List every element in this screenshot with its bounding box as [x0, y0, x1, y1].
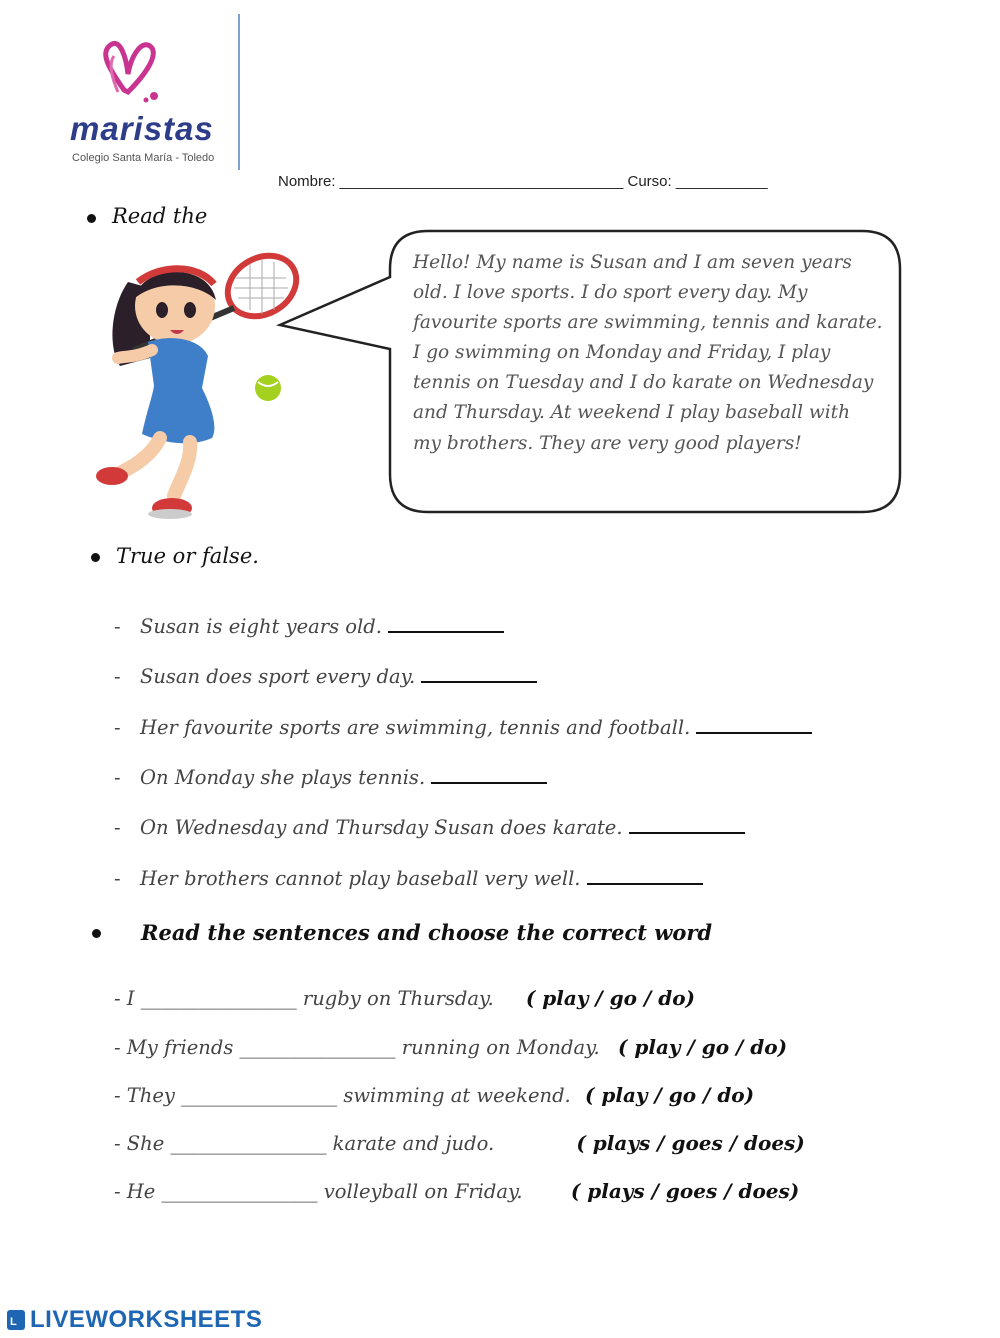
fill-blank[interactable]: ________________ — [170, 1132, 327, 1155]
liveworksheets-icon — [6, 1309, 26, 1331]
name-course-line[interactable]: Nombre: __________________________________ Curso: ___________ — [278, 173, 768, 190]
word-options: ( plays / goes / does) — [576, 1131, 805, 1155]
header-divider — [238, 14, 240, 170]
statement-text: Her brothers cannot play baseball very well. — [140, 867, 581, 890]
statement-text: On Monday she plays tennis. — [140, 766, 426, 789]
answer-blank[interactable] — [421, 680, 537, 683]
true-false-item: - Her favourite sports are swimming, tennis and football. — [114, 716, 812, 739]
choose-word-item: - My friends ________________ running on Monday. ( play / go / do) — [114, 1035, 788, 1059]
fill-blank[interactable]: ________________ — [239, 1036, 396, 1059]
word-options: ( play / go / do) — [584, 1083, 755, 1107]
logo-text: maristas — [70, 110, 214, 147]
word-options: ( plays / goes / does) — [570, 1179, 800, 1203]
true-false-item: - Susan is eight years old. — [114, 615, 504, 638]
bullet-icon — [87, 214, 96, 223]
choose-word-item: - She ________________ karate and judo. ( plays / goes / does) — [114, 1131, 805, 1155]
fill-blank[interactable]: ________________ — [161, 1180, 318, 1203]
answer-blank[interactable] — [587, 882, 703, 885]
answer-blank[interactable] — [388, 630, 504, 633]
section3-heading: Read the sentences and choose the correct word — [141, 920, 713, 945]
word-options: ( play / go / do) — [525, 986, 696, 1010]
section1-heading: Read the — [112, 204, 208, 228]
choose-word-item: - They ________________ swimming at weekend. ( play / go / do) — [114, 1083, 755, 1107]
answer-blank[interactable] — [696, 731, 812, 734]
choose-word-item: - I ________________ rugby on Thursday. ( play / go / do) — [114, 986, 696, 1010]
true-false-item: - Her brothers cannot play baseball very well. — [114, 867, 703, 890]
statement-text: Susan does sport every day. — [140, 665, 416, 688]
speech-bubble-text: Hello! My name is Susan and I am seven years old. I love sports. I do sport every day. My favourite sports are swimming, tennis and karate. I go swimming on Monday and Friday, I play tennis on Tuesday and I do karate on Wednesday and Thursday. At weekend I play baseball with my brothers. They are very good players! — [413, 252, 883, 454]
logo-subtitle: Colegio Santa María - Toledo — [72, 152, 215, 164]
statement-text: Her favourite sports are swimming, tennis and football. — [140, 716, 691, 739]
statement-text: Susan is eight years old. — [140, 615, 382, 638]
svg-text:L: L — [10, 1316, 17, 1328]
tennis-girl-illustration — [90, 238, 300, 523]
statement-text: On Wednesday and Thursday Susan does karate. — [140, 816, 623, 839]
true-false-item: - On Monday she plays tennis. — [114, 766, 547, 789]
true-false-item: - On Wednesday and Thursday Susan does karate. — [114, 816, 745, 839]
liveworksheets-brand[interactable]: LIVEWORKSHEETS — [30, 1306, 263, 1333]
bullet-icon — [91, 553, 100, 562]
answer-blank[interactable] — [629, 831, 745, 834]
fill-blank[interactable]: ________________ — [140, 987, 297, 1010]
fill-blank[interactable]: ________________ — [181, 1084, 338, 1107]
bullet-icon — [92, 929, 101, 938]
section2-heading: True or false. — [116, 544, 259, 568]
word-options: ( play / go / do) — [617, 1035, 788, 1059]
answer-blank[interactable] — [431, 781, 547, 784]
choose-word-item: - He ________________ volleyball on Friday. ( plays / goes / does) — [114, 1179, 800, 1203]
true-false-item: - Susan does sport every day. — [114, 665, 537, 688]
